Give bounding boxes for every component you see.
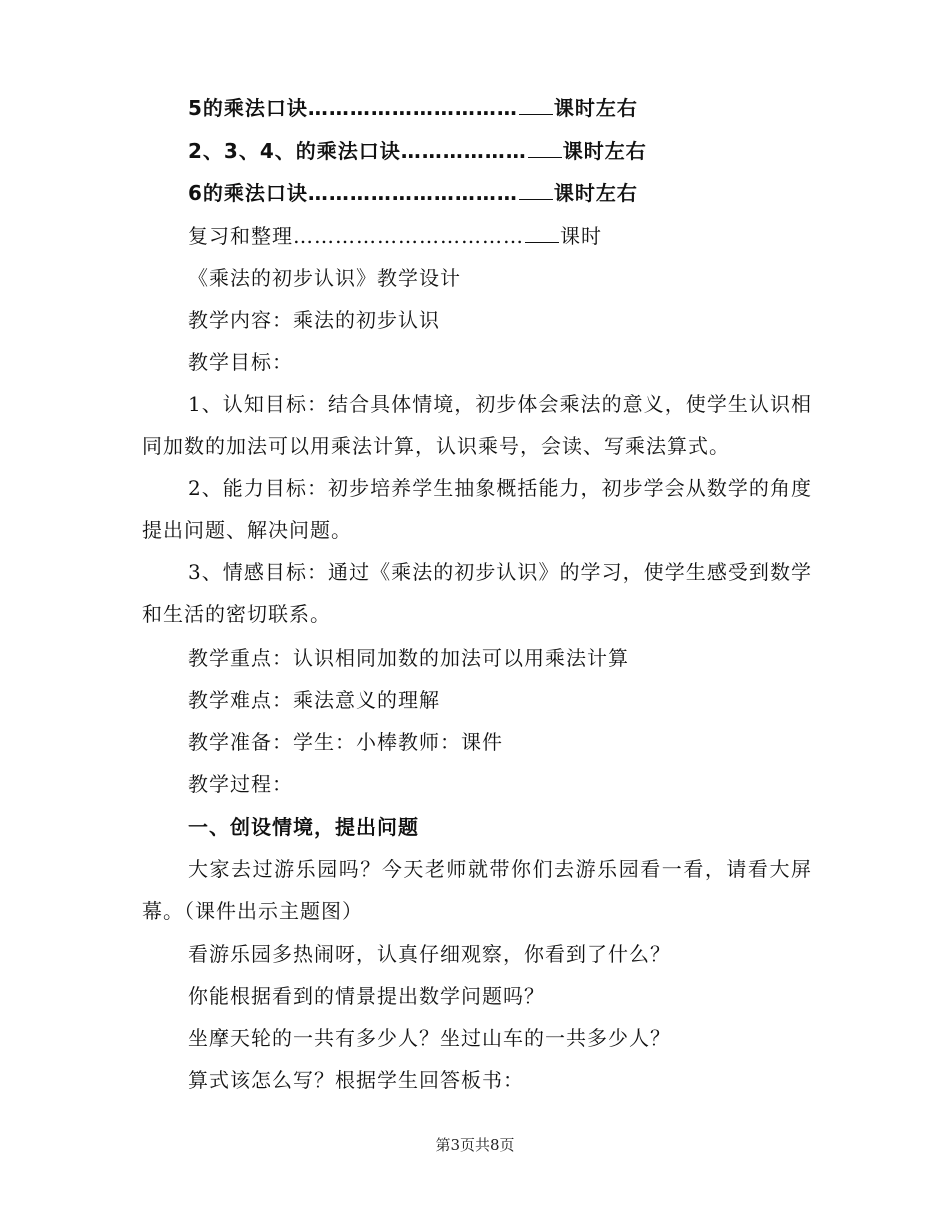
toc-item-text: 5的乘法口诀…………………………	[188, 96, 518, 120]
toc-item-text: 复习和整理……………………………	[188, 224, 524, 248]
blank-underline	[525, 224, 559, 243]
process-heading: 教学过程：	[188, 772, 293, 796]
paragraph-observe: 看游乐园多热闹呀，认真仔细观察，你看到了什么？	[188, 942, 671, 966]
paragraph-intro: 大家去过游乐园吗？今天老师就带你们去游乐园看一看，请看大屏幕。（课件出示主题图）	[142, 857, 812, 923]
blank-underline	[519, 96, 553, 115]
paragraph-question-examples: 坐摩天轮的一共有多少人？坐过山车的一共多少人？	[188, 1026, 671, 1050]
toc-item-5-multiplication	[188, 96, 638, 120]
toc-item-suffix: 课时	[560, 224, 602, 248]
blank-underline	[528, 139, 562, 158]
goal-cognitive: 1、认知目标：结合具体情境，初步体会乘法的意义，使学生认识相同加数的加法可以用乘法计算，认识乘号，会读、写乘法算式。	[142, 392, 812, 458]
toc-item-suffix: 课时左右	[553, 181, 638, 205]
teaching-content: 教学内容：乘法的初步认识	[188, 308, 440, 332]
goals-heading: 教学目标：	[188, 350, 293, 374]
goal-emotional: 3、情感目标：通过《乘法的初步认识》的学习，使学生感受到数学和生活的密切联系。	[142, 560, 812, 626]
design-title: 《乘法的初步认识》教学设计	[188, 266, 461, 290]
toc-item-suffix: 课时左右	[553, 96, 638, 120]
toc-item-6-multiplication	[188, 181, 638, 205]
toc-item-234-multiplication	[188, 139, 647, 163]
toc-item-suffix: 课时左右	[562, 139, 647, 163]
toc-item-text: 6的乘法口诀…………………………	[188, 181, 518, 205]
key-point: 教学重点：认识相同加数的加法可以用乘法计算	[188, 646, 629, 670]
toc-item-text: 2、3、4、的乘法口诀………………	[188, 139, 527, 163]
difficulty: 教学难点：乘法意义的理解	[188, 688, 440, 712]
goal-ability: 2、能力目标：初步培养学生抽象概括能力，初步学会从数学的角度提出问题、解决问题。	[142, 476, 812, 542]
blank-underline	[519, 181, 553, 200]
preparation: 教学准备：学生：小棒教师：课件	[188, 730, 503, 754]
paragraph-formula: 算式该怎么写？根据学生回答板书：	[188, 1068, 524, 1092]
paragraph-ask-question: 你能根据看到的情景提出数学问题吗？	[188, 984, 545, 1008]
page-number: 第3页共8页	[435, 1136, 515, 1154]
toc-item-review	[188, 224, 602, 248]
section-heading-1: 一、创设情境，提出问题	[188, 815, 419, 839]
